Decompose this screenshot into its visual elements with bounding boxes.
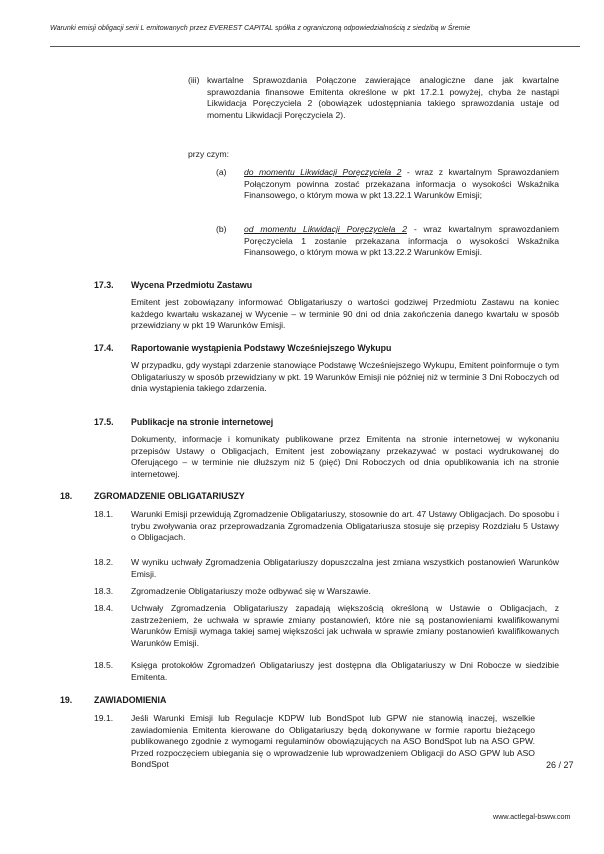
clause-18-1-number: 18.1. — [94, 509, 114, 519]
clause-18-1-text: Warunki Emisji przewidują Zgromadzenie Obligatariuszy, stosownie do art. 47 Ustawy Obligacjach. Do sposobu i trybu zwoływania oraz przeprowadzania Zgromadzenia Obligatariusza stosuje się przepisy Rozdziału 5 Ustawy o Obligacjach. — [131, 509, 559, 543]
section-17-5-title: Publikacje na stronie internetowej — [131, 417, 274, 427]
sub-a-text — [244, 167, 559, 202]
clause-18-4-text: Uchwały Zgromadzenia Obligatariuszy zapadają większością określoną w Ustawie o Obligacjach, z zastrzeżeniem, że uchwała w sprawie zmiany postanowień, które nie są postanowieniami kwalifikowanymi Warunków Emisji wymaga takiej samej większości jak uchwała w sprawie zmiany postanowień kwalifikowanych Warunków Emisji. — [131, 603, 559, 648]
section-17-5-number: 17.5. — [94, 417, 114, 427]
item-marker-iii: (iii) — [188, 75, 200, 85]
clause-18-3-text: Zgromadzenie Obligatariuszy może odbywać się w Warszawie. — [131, 586, 371, 596]
sub-marker-a: (a) — [216, 167, 227, 177]
clause-19-1-number: 19.1. — [94, 713, 114, 723]
clause-18-2-number: 18.2. — [94, 557, 114, 567]
sub-a-underlined: do momentu Likwidacji Poręczyciela 2 — [244, 167, 402, 177]
section-17-4-text: W przypadku, gdy wystąpi zdarzenie stanowiące Podstawę Wcześniejszego Wykupu, Emitent poinformuje o tym Obligatariuszy w sposób przewidziany w pkt. 19 Warunków Emisji nie później niż w terminie 3 Dni Roboczych od dnia wystąpienia takiego zdarzenia. — [131, 360, 559, 394]
sub-a-rest: - wraz z kwartalnym Sprawozdaniem Połączonym powinna zostać przekazana informacja o wysokości Wskaźnika Finansowego, o którym mowa w pkt 13.22.1 Warunków Emisji; — [244, 167, 559, 201]
clause-18-5-number: 18.5. — [94, 660, 114, 670]
section-18-title: ZGROMADZENIE OBLIGATARIUSZY — [94, 491, 245, 501]
item-iii-text: kwartalne Sprawozdania Połączone zawierające analogiczne dane jak kwartalne sprawozdania finansowe Emitenta określone w pkt 17.2.1 powyżej, chyba że nastąpi Likwidacja Poręczyciela 2 (obowiązek udostępniania takiego sprawozdania ustaje od momentu Likwidacji Poręczyciela 2). — [207, 75, 559, 120]
header-divider — [50, 46, 580, 47]
document-header: Warunki emisji obligacji serii L emitowanych przez EVEREST CAPITAL spółka z ograniczoną odpowiedzialnością z siedzibą w Śremie — [50, 24, 471, 32]
section-17-4-number: 17.4. — [94, 343, 114, 353]
footer-url: www.actlegal-bsww.com — [493, 812, 571, 821]
sub-b-rest: - wraz kwartalnym sprawozdaniem Poręczyciela 1 zostanie przekazana informacja o wysokości Wskaźnika Finansowego, o którym mowa w pkt 13.22.2 Warunków Emisji. — [244, 224, 559, 258]
section-17-3-title: Wycena Przedmiotu Zastawu — [131, 280, 253, 290]
section-19-number: 19. — [60, 695, 73, 705]
section-17-3-text: Emitent jest zobowiązany informować Obligatariuszy o wartości godziwej Przedmiotu Zastawu na koniec każdego kwartału wskazanej w Wycenie – w terminie 90 dni od dnia zakończenia danego kwartału w sposób przewidziany w pkt 19 Warunków Emisji. — [131, 297, 559, 331]
section-17-3-number: 17.3. — [94, 280, 114, 290]
section-17-4-title: Raportowanie wystąpienia Podstawy Wcześniejszego Wykupu — [131, 343, 392, 353]
clause-18-4-number: 18.4. — [94, 603, 114, 613]
section-19-title: ZAWIADOMIENIA — [94, 695, 167, 705]
clause-19-1-text: Jeśli Warunki Emisji lub Regulacje KDPW lub BondSpot lub GPW nie stanowią inaczej, wszelkie zawiadomienia Emitenta kierowane do Obligatariuszy będą dokonywane w formie raportu bieżącego publikowanego zgodnie z wymogami regulaminów obowiązujących na ASO BondSpot lub na ASO GPW. Przed rozpoczęciem ubiegania się o wprowadzenie lub wprowadzeniem Obligacji do ASO GPW lub ASO BondSpot — [131, 713, 535, 770]
przy-czym-label: przy czym: — [188, 149, 230, 159]
sub-b-text — [244, 224, 559, 259]
section-17-5-text: Dokumenty, informacje i komunikaty publikowane przez Emitenta na stronie internetowej w wykonaniu przepisów Ustawy o Obligacjach, Emitent jest zobowiązany przekazywać w postaci wydrukowanej do Oferującego – w terminie nie dłuższym niż 5 (pięć) Dni Roboczych od dnia opublikowania ich na stronie internetowej. — [131, 434, 559, 479]
clause-18-5-text: Księga protokołów Zgromadzeń Obligatariuszy jest dostępna dla Obligatariuszy w Dni Robocze w siedzibie Emitenta. — [131, 660, 559, 682]
page-number: 26 / 27 — [546, 760, 574, 770]
sub-b-underlined: od momentu Likwidacji Poręczyciela 2 — [244, 224, 407, 234]
section-18-number: 18. — [60, 491, 73, 501]
sub-marker-b: (b) — [216, 224, 227, 234]
clause-18-2-text: W wyniku uchwały Zgromadzenia Obligatariuszy dopuszczalna jest zmiana wszystkich postanowień Warunków Emisji. — [131, 557, 559, 579]
clause-18-3-number: 18.3. — [94, 586, 114, 596]
